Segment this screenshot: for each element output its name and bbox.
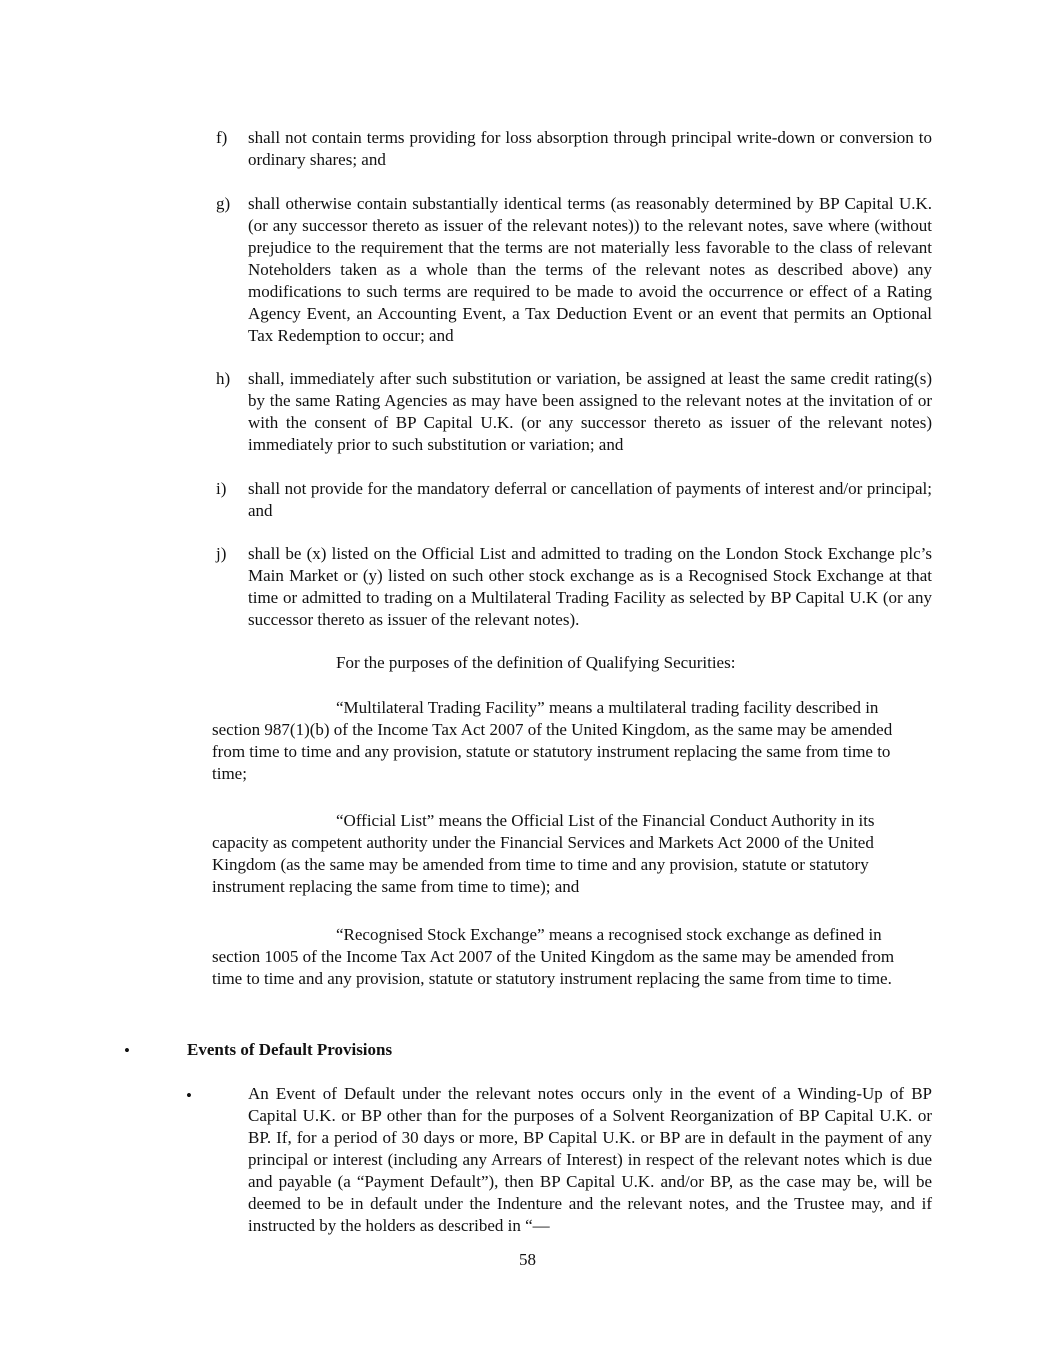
- section-heading: Events of Default Provisions: [187, 1040, 393, 1059]
- definitions-intro: For the purposes of the definition of Qualifying Securities:: [336, 653, 736, 672]
- bullet-icon: •: [124, 1041, 130, 1060]
- list-item-text: shall otherwise contain substantially identical terms (as reasonably determined by BP Capital U.K. (or any successor thereto as issuer of the relevant notes)) to the relevant notes, save where (without prejudice to the requirement that the terms are not materially less favorable to the class of relevant Noteholders taken as a whole than the terms of the relevant notes as described above) any modifications to such terms are required to be made to avoid the occurrence or effect of a Rating Agency Event, an Accounting Event, a Tax Deduction Event or an event that permits an Optional Tax Redemption to occur; and: [248, 194, 932, 345]
- bullet-paragraph-text: An Event of Default under the relevant notes occurs only in the event of a Winding-Up of BP Capital U.K. or BP other than for the purposes of a Solvent Reorganization of BP Capital U.K. or BP. If, for a period of 30 days or more, BP Capital U.K. or BP are in default in the payment of any principal or interest (including any Arrears of Interest) in respect of the relevant notes which is due and payable (a “Payment Default”), then BP Capital U.K. and/or BP, as the case may be, will be deemed to be in default under the Indenture and the relevant notes, and the Trustee may, and if instructed by the holders as described in “—: [248, 1084, 932, 1235]
- page-number: 58: [519, 1250, 536, 1269]
- list-item-g: [216, 193, 932, 347]
- list-item-label: j): [216, 544, 227, 563]
- list-item-text: shall be (x) listed on the Official List and admitted to trading on the London Stock Exchange plc’s Main Market or (y) listed on such other stock exchange as is a Recognised Stock Exchange at that time or admitted to trading on a Multilateral Trading Facility as selected by BP Capital U.K (or any successor thereto as issuer of the relevant notes).: [248, 544, 932, 629]
- list-item-label: f): [216, 128, 228, 147]
- definition-official-list: “Official List” means the Official List of the Financial Conduct Authority in its capacity as competent authority under the Financial Services and Markets Act 2000 of the United Kingdom (as the same may be amended from time to time and any provision, statute or statutory instrument replacing the same from time to time); and: [212, 811, 875, 896]
- list-item-label: h): [216, 369, 231, 388]
- list-item-j: [216, 543, 932, 631]
- definition-recognised-stock-exchange: “Recognised Stock Exchange” means a recognised stock exchange as defined in section 1005 of the Income Tax Act 2007 of the United Kingdom as the same may be amended from time to time and any provision, statute or statutory instrument replacing the same from time to time.: [212, 925, 895, 988]
- list-item-f: [216, 127, 932, 171]
- list-item-i: [216, 478, 932, 522]
- definition-multilateral-trading-facility: “Multilateral Trading Facility” means a multilateral trading facility described in section 987(1)(b) of the Income Tax Act 2007 of the United Kingdom, as the same may be amended from time to time and any provision, statute or statutory instrument replacing the same from time to time;: [212, 698, 893, 783]
- list-item-h: [216, 368, 932, 456]
- bullet-icon: •: [186, 1086, 192, 1105]
- bullet-paragraph: [216, 1083, 932, 1237]
- list-item-label: i): [216, 479, 227, 498]
- list-item-text: shall, immediately after such substitution or variation, be assigned at least the same credit rating(s) by the same Rating Agencies as may have been assigned to the relevant notes at the invitation of or with the consent of BP Capital U.K. (or any successor thereto as issuer of the relevant notes) immediately prior to such substitution or variation; and: [248, 369, 932, 454]
- list-item-label: g): [216, 194, 231, 213]
- list-item-text: shall not contain terms providing for loss absorption through principal write-down or conversion to ordinary shares; and: [248, 128, 932, 169]
- list-item-text: shall not provide for the mandatory deferral or cancellation of payments of interest and/or principal; and: [248, 479, 932, 520]
